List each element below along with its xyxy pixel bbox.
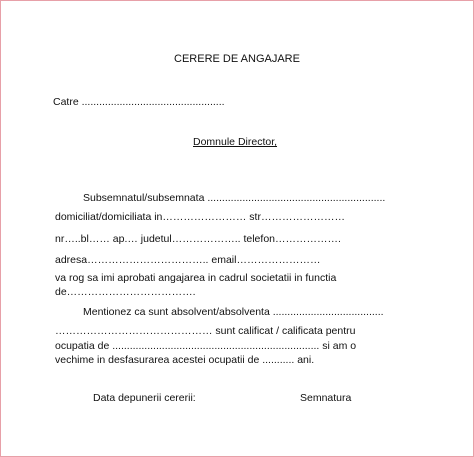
experience-line: vechime in desfasurarea acestei ocupatii de ........... ani. [55,354,315,366]
submission-date-label: Data depunerii cererii: [93,392,196,404]
signature-label: Semnatura [300,392,352,404]
contact-line: adresa…………………………….. email…………………… [55,254,321,266]
position-line: de………………………………. [55,286,196,298]
graduate-line: Mentionez ca sunt absolvent/absolventa ...................................... [83,306,384,318]
address-details-line: nr…..bl…… ap.… judetul……………….. telefon………………. [55,233,341,245]
document-title: CERERE DE ANGAJARE [174,53,300,65]
qualification-line: ……………………………………… sunt calificat / calificata pentru [55,325,356,337]
addressee-line: Catre ................................................. [53,96,225,108]
request-line: va rog sa imi aprobati angajarea in cadrul societatii in functia [55,272,337,284]
salutation: Domnule Director, [193,136,278,148]
domicile-line: domiciliat/domiciliata in…………………… str…………………… [55,211,345,223]
name-line: Subsemnatul/subsemnata ............................................................. [83,192,386,204]
occupation-line: ocupatia de ....................................................................... si am o [55,340,357,352]
